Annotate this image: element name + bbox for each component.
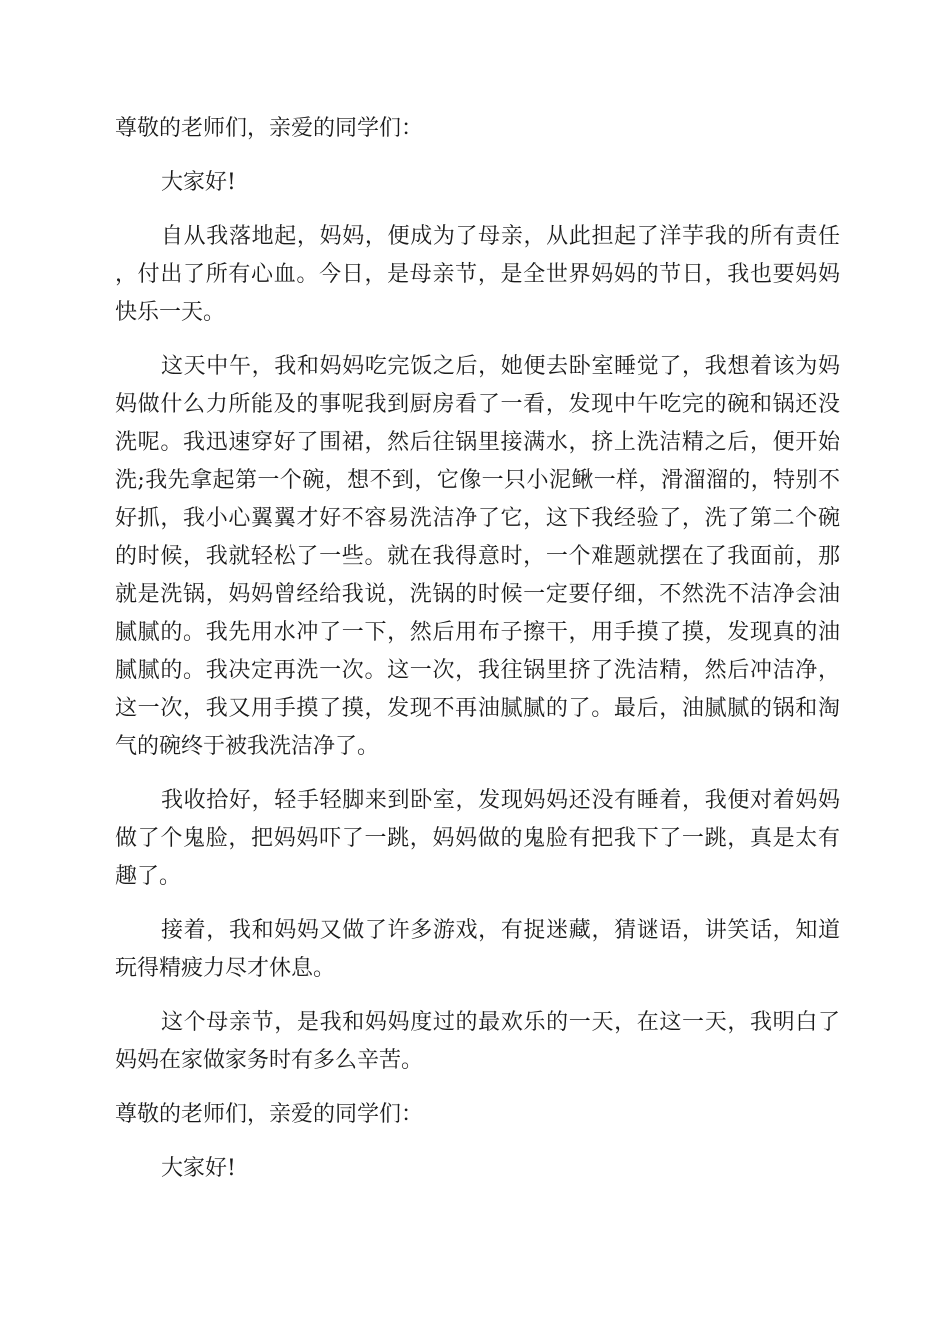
salutation: 尊敬的老师们，亲爱的同学们： [115,116,424,141]
greeting-second: 大家好! [161,1156,236,1181]
greeting: 大家好! [161,170,236,195]
document-body [115,110,840,1204]
paragraph-games: 接着，我和妈妈又做了许多游戏，有捉迷藏，猜谜语，讲笑话，知道玩得精疲力尽才休息。 [115,918,840,981]
paragraph-intro: 自从我落地起，妈妈，便成为了母亲，从此担起了洋芋我的所有责任，付出了所有心血。今日，是母亲节，是全世界妈妈的节日，我也要妈妈快乐一天。 [115,224,840,325]
paragraph-bedroom: 我收拾好，轻手轻脚来到卧室，发现妈妈还没有睡着，我便对着妈妈做了个鬼脸，把妈妈吓了一跳，妈妈做的鬼脸有把我下了一跳，真是太有趣了。 [115,788,840,889]
paragraph-washing-dishes: 这天中午，我和妈妈吃完饭之后，她便去卧室睡觉了，我想着该为妈妈做什么力所能及的事呢我到厨房看了一看，发现中午吃完的碗和锅还没洗呢。我迅速穿好了围裙，然后往锅里接满水，挤上洗洁精之后，便开始洗;我先拿起第一个碗，想不到，它像一只小泥鳅一样，滑溜溜的，特别不好抓，我小心翼翼才好不容易洗洁净了它，这下我经验了，洗了第二个碗的时候，我就轻松了一些。就在我得意时，一个难题就摆在了我面前，那就是洗锅，妈妈曾经给我说，洗锅的时候一定要仔细，不然洗不洁净会油腻腻的。我先用水冲了一下，然后用布子擦干，用手摸了摸，发现真的油腻腻的。我决定再洗一次。这一次，我往锅里挤了洗洁精，然后冲洁净，这一次，我又用手摸了摸，发现不再油腻腻的了。最后，油腻腻的锅和淘气的碗终于被我洗洁净了。 [115,354,840,759]
paragraph-conclusion: 这个母亲节，是我和妈妈度过的最欢乐的一天，在这一天，我明白了妈妈在家做家务时有多么辛苦。 [115,1010,840,1073]
salutation-second: 尊敬的老师们，亲爱的同学们： [115,1102,424,1127]
